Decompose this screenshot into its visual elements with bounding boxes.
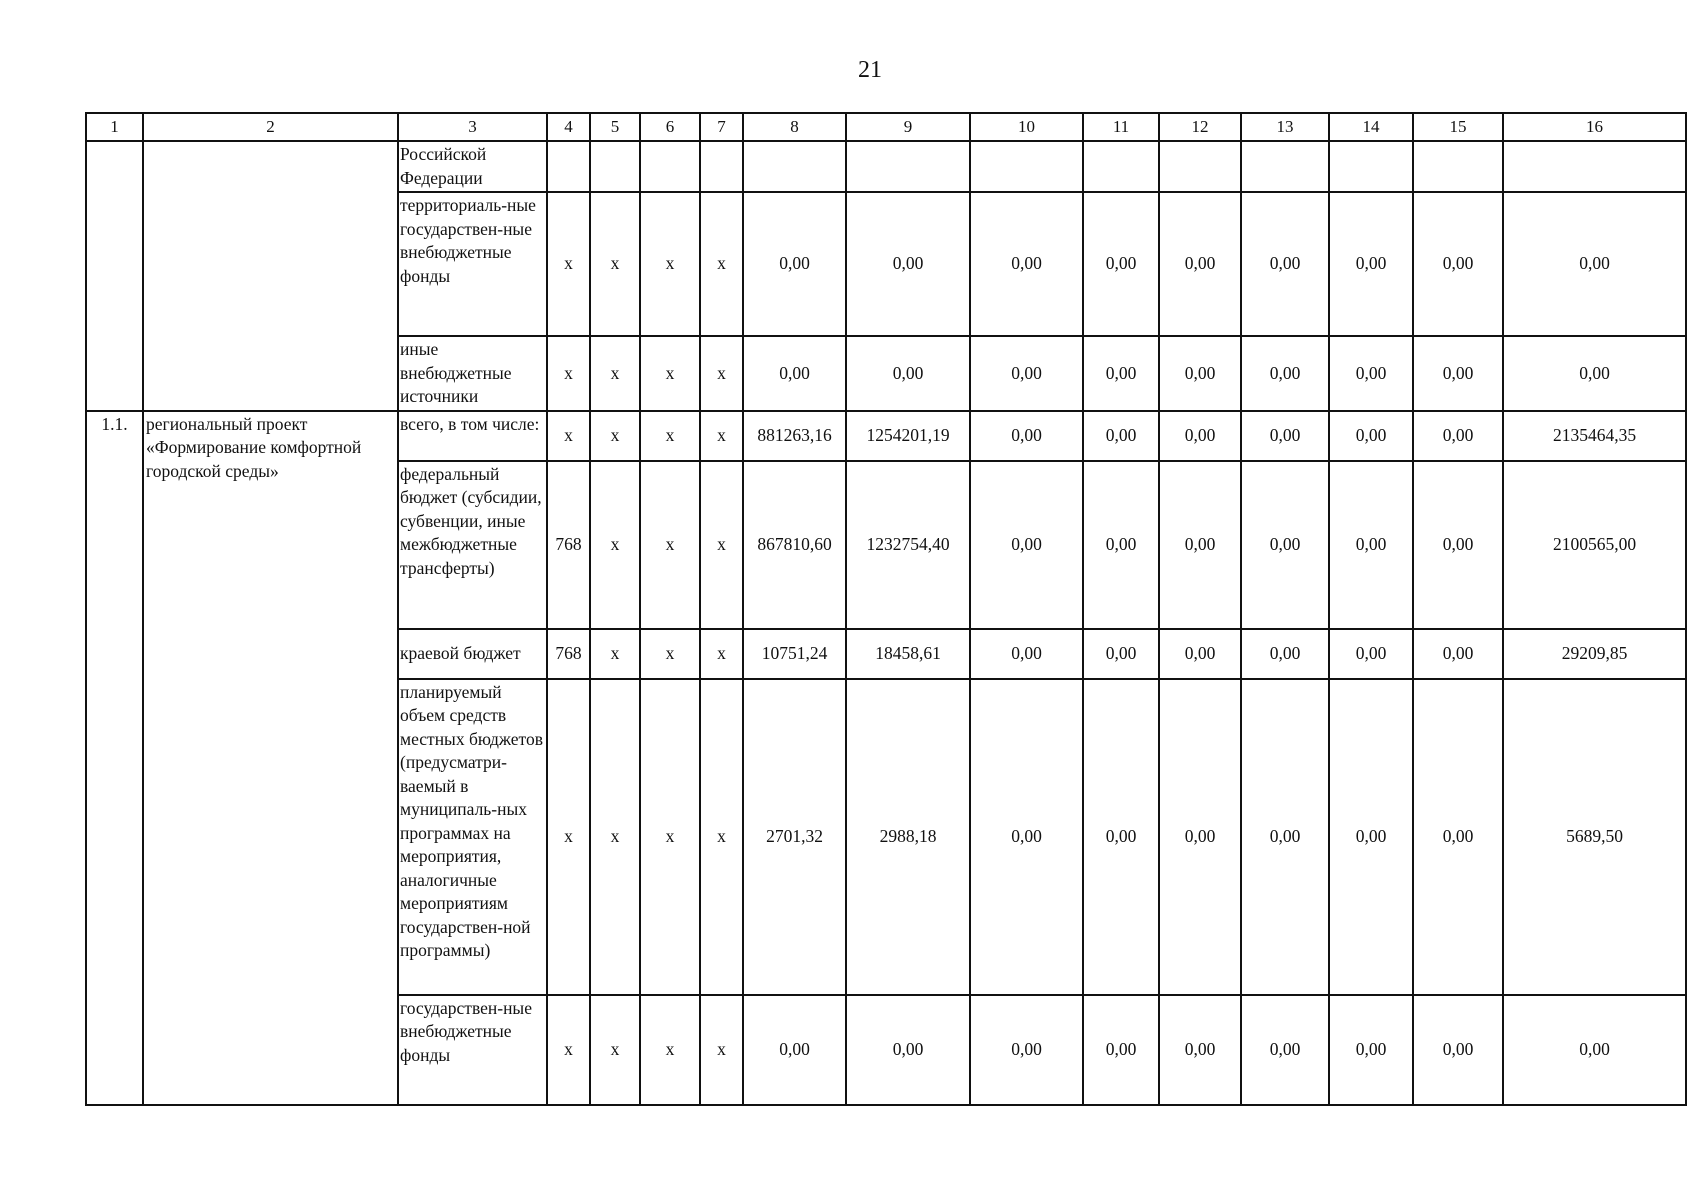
cell: x bbox=[547, 679, 590, 995]
value-cell: 0,00 bbox=[1159, 192, 1241, 336]
cell: 768 bbox=[547, 461, 590, 629]
value-cell: 0,00 bbox=[1413, 336, 1503, 411]
cell: x bbox=[640, 411, 700, 461]
value-cell: 1254201,19 bbox=[846, 411, 970, 461]
table-row bbox=[86, 411, 1686, 461]
column-header: 13 bbox=[1241, 113, 1329, 141]
cell: x bbox=[700, 192, 743, 336]
value-cell: 0,00 bbox=[1241, 336, 1329, 411]
value-cell: 867810,60 bbox=[743, 461, 846, 629]
cell: x bbox=[700, 995, 743, 1105]
budget-table bbox=[85, 112, 1687, 1106]
value-cell: 2100565,00 bbox=[1503, 461, 1686, 629]
cell: x bbox=[590, 679, 640, 995]
project-name: региональный проект «Формирование комфортной городской среды» bbox=[143, 411, 398, 1105]
cell: x bbox=[547, 336, 590, 411]
funding-source: Российской Федерации bbox=[398, 141, 547, 192]
value-cell: 0,00 bbox=[1083, 192, 1159, 336]
column-header: 14 bbox=[1329, 113, 1413, 141]
value-cell: 0,00 bbox=[1413, 461, 1503, 629]
funding-source: краевой бюджет bbox=[398, 629, 547, 679]
value-cell: 0,00 bbox=[1159, 461, 1241, 629]
funding-source: иные внебюджетные источники bbox=[398, 336, 547, 411]
cell: x bbox=[640, 679, 700, 995]
value-cell: 0,00 bbox=[1413, 411, 1503, 461]
value-cell: 0,00 bbox=[846, 192, 970, 336]
value-cell: 0,00 bbox=[1159, 679, 1241, 995]
value-cell: 0,00 bbox=[1329, 679, 1413, 995]
cell: x bbox=[700, 461, 743, 629]
value-cell: 0,00 bbox=[1083, 411, 1159, 461]
cell: x bbox=[700, 629, 743, 679]
cell: x bbox=[590, 411, 640, 461]
value-cell: 0,00 bbox=[743, 192, 846, 336]
column-header: 8 bbox=[743, 113, 846, 141]
cell: x bbox=[590, 995, 640, 1105]
value-cell: 881263,16 bbox=[743, 411, 846, 461]
value-cell bbox=[1083, 141, 1159, 192]
cell: x bbox=[590, 192, 640, 336]
value-cell: 0,00 bbox=[1159, 336, 1241, 411]
value-cell: 0,00 bbox=[1413, 629, 1503, 679]
value-cell: 0,00 bbox=[1159, 995, 1241, 1105]
value-cell bbox=[1241, 141, 1329, 192]
column-header: 1 bbox=[86, 113, 143, 141]
cell: x bbox=[547, 192, 590, 336]
column-header: 10 bbox=[970, 113, 1083, 141]
value-cell: 0,00 bbox=[1241, 995, 1329, 1105]
value-cell: 2135464,35 bbox=[1503, 411, 1686, 461]
value-cell: 0,00 bbox=[1329, 411, 1413, 461]
value-cell: 0,00 bbox=[1241, 629, 1329, 679]
column-header: 4 bbox=[547, 113, 590, 141]
value-cell: 5689,50 bbox=[1503, 679, 1686, 995]
value-cell: 0,00 bbox=[1329, 192, 1413, 336]
value-cell: 0,00 bbox=[1503, 995, 1686, 1105]
value-cell: 0,00 bbox=[1083, 629, 1159, 679]
empty-cell bbox=[143, 141, 398, 411]
cell: 768 bbox=[547, 629, 590, 679]
column-header: 11 bbox=[1083, 113, 1159, 141]
value-cell: 0,00 bbox=[970, 629, 1083, 679]
table-row bbox=[86, 141, 1686, 192]
funding-source: государствен-ные внебюджетные фонды bbox=[398, 995, 547, 1105]
cell: x bbox=[640, 995, 700, 1105]
value-cell: 0,00 bbox=[1503, 336, 1686, 411]
value-cell: 0,00 bbox=[970, 461, 1083, 629]
column-header: 7 bbox=[700, 113, 743, 141]
value-cell: 0,00 bbox=[1159, 629, 1241, 679]
column-header: 5 bbox=[590, 113, 640, 141]
value-cell: 0,00 bbox=[1083, 995, 1159, 1105]
value-cell bbox=[743, 141, 846, 192]
value-cell: 0,00 bbox=[970, 411, 1083, 461]
row-index: 1.1. bbox=[86, 411, 143, 1105]
value-cell: 1232754,40 bbox=[846, 461, 970, 629]
cell: x bbox=[700, 679, 743, 995]
column-header: 9 bbox=[846, 113, 970, 141]
value-cell: 0,00 bbox=[1241, 679, 1329, 995]
value-cell: 0,00 bbox=[970, 679, 1083, 995]
cell bbox=[547, 141, 590, 192]
value-cell: 0,00 bbox=[1329, 461, 1413, 629]
cell: x bbox=[590, 461, 640, 629]
cell: x bbox=[640, 461, 700, 629]
column-header: 12 bbox=[1159, 113, 1241, 141]
value-cell: 0,00 bbox=[1413, 679, 1503, 995]
value-cell: 0,00 bbox=[1503, 192, 1686, 336]
value-cell: 0,00 bbox=[1241, 461, 1329, 629]
value-cell: 0,00 bbox=[1241, 411, 1329, 461]
cell bbox=[700, 141, 743, 192]
value-cell bbox=[846, 141, 970, 192]
value-cell bbox=[1159, 141, 1241, 192]
value-cell: 0,00 bbox=[1083, 336, 1159, 411]
cell: x bbox=[640, 192, 700, 336]
cell: x bbox=[640, 629, 700, 679]
value-cell: 0,00 bbox=[1083, 461, 1159, 629]
cell: x bbox=[700, 411, 743, 461]
funding-source: планируемый объем средств местных бюджетов (предусматри-ваемый в муниципаль-ных программах на мероприятия, аналогичные мероприятиям государствен-ной программы) bbox=[398, 679, 547, 995]
value-cell: 0,00 bbox=[1329, 995, 1413, 1105]
empty-cell bbox=[86, 141, 143, 411]
cell: x bbox=[590, 629, 640, 679]
column-header: 2 bbox=[143, 113, 398, 141]
header-row bbox=[86, 113, 1686, 141]
page-number: 21 bbox=[858, 57, 882, 83]
value-cell: 10751,24 bbox=[743, 629, 846, 679]
value-cell: 0,00 bbox=[743, 995, 846, 1105]
value-cell: 0,00 bbox=[970, 336, 1083, 411]
value-cell: 2701,32 bbox=[743, 679, 846, 995]
value-cell: 0,00 bbox=[1241, 192, 1329, 336]
cell: x bbox=[700, 336, 743, 411]
value-cell bbox=[1329, 141, 1413, 192]
funding-source: территориаль-ные государствен-ные внебюджетные фонды bbox=[398, 192, 547, 336]
value-cell: 0,00 bbox=[1083, 679, 1159, 995]
value-cell: 0,00 bbox=[970, 192, 1083, 336]
value-cell: 0,00 bbox=[1413, 995, 1503, 1105]
value-cell: 18458,61 bbox=[846, 629, 970, 679]
column-header: 16 bbox=[1503, 113, 1686, 141]
value-cell: 0,00 bbox=[1329, 629, 1413, 679]
cell bbox=[640, 141, 700, 192]
funding-source: федеральный бюджет (субсидии, субвенции, иные межбюджетные трансферты) bbox=[398, 461, 547, 629]
value-cell bbox=[1413, 141, 1503, 192]
value-cell: 29209,85 bbox=[1503, 629, 1686, 679]
value-cell: 0,00 bbox=[846, 995, 970, 1105]
cell: x bbox=[590, 336, 640, 411]
value-cell: 0,00 bbox=[970, 995, 1083, 1105]
value-cell: 2988,18 bbox=[846, 679, 970, 995]
cell bbox=[590, 141, 640, 192]
cell: x bbox=[547, 995, 590, 1105]
column-header: 3 bbox=[398, 113, 547, 141]
value-cell: 0,00 bbox=[846, 336, 970, 411]
funding-source: всего, в том числе: bbox=[398, 411, 547, 461]
value-cell: 0,00 bbox=[743, 336, 846, 411]
cell: x bbox=[547, 411, 590, 461]
column-header: 6 bbox=[640, 113, 700, 141]
value-cell bbox=[1503, 141, 1686, 192]
value-cell: 0,00 bbox=[1159, 411, 1241, 461]
value-cell: 0,00 bbox=[1329, 336, 1413, 411]
value-cell bbox=[970, 141, 1083, 192]
cell: x bbox=[640, 336, 700, 411]
column-header: 15 bbox=[1413, 113, 1503, 141]
value-cell: 0,00 bbox=[1413, 192, 1503, 336]
